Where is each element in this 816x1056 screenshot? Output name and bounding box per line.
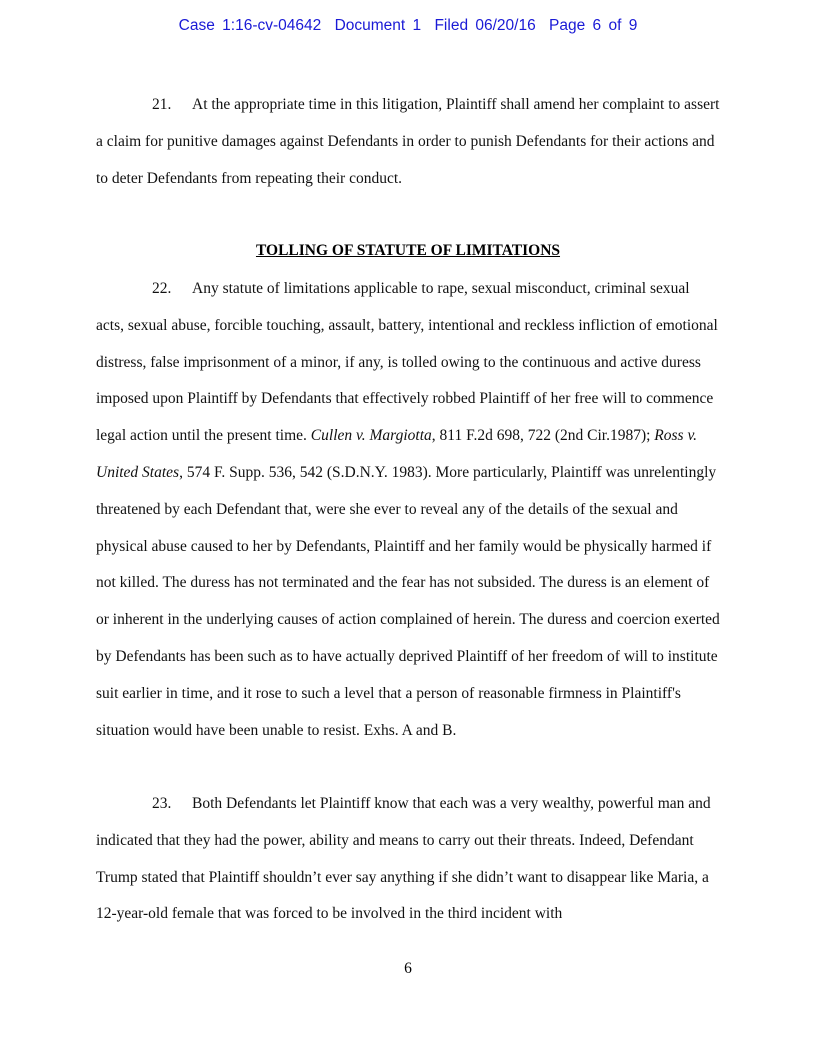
paragraph-21-body (96, 87, 721, 197)
document-number: Document 1 (334, 17, 422, 34)
paragraph-23 (96, 786, 721, 933)
case-citation: Cullen v. Margiotta (310, 427, 432, 445)
case-citation: Ross v. United States (96, 427, 698, 481)
section-heading: TOLLING OF STATUTE OF LIMITATIONS (255, 242, 561, 259)
paragraph-number: 23. (152, 795, 172, 812)
paragraph-text: Both Defendants let Plaintiff know that each was a very wealthy, powerful man and indicated that they had the power, ability and means to carry out their threats. Indeed, Defendant Trump stated that Plaintiff shouldn’t ever say anything if she didn’t want to disappear like Maria, a 12-year-old female that was forced to be involved in the third incident with (96, 795, 711, 923)
paragraph-number: 22. (152, 280, 172, 297)
case-number: Case 1:16-cv-04642 (178, 17, 322, 34)
paragraph-text: Any statute of limitations applicable to rape, sexual misconduct, criminal sexual acts, sexual abuse, forcible touching, assault, battery, intentional and reckless infliction of emotional distress, false imprisonment of a minor, if any, is tolled owing to the continuous and active duress imposed upon Plaintiff by Defendants that effectively robbed Plaintiff of her free will to commence legal action until the present time. (96, 280, 718, 445)
paragraph-22 (96, 271, 721, 749)
filed-date: Filed 06/20/16 (434, 17, 536, 34)
case-header (0, 17, 816, 35)
paragraph-number: 21. (152, 96, 172, 113)
paragraph-text: At the appropriate time in this litigation, Plaintiff shall amend her complaint to assert a claim for punitive damages against Defendants in order to punish Defendants for their actions and to deter Defendants from repeating their conduct. (96, 96, 720, 187)
paragraph-text: , 574 F. Supp. 536, 542 (S.D.N.Y. 1983). More particularly, Plaintiff was unrelentingly threatened by each Defendant that, were she ever to reveal any of the details of the sexual and physical abuse caused to her by Defendants, Plaintiff and her family would be physically harmed if not killed. The duress has not terminated and the fear has not subsided. The duress is an element of or inherent in the underlying causes of action complained of herein. The duress and coercion exerted by Defendants has been such as to have actually deprived Plaintiff of her freedom of will to institute suit earlier in time, and it rose to such a level that a person of reasonable firmness in Plaintiff's situation would have been unable to resist. Exhs. A and B. (96, 463, 720, 739)
page-indicator: Page 6 of 9 (549, 17, 638, 34)
paragraph-text: , 811 F.2d 698, 722 (2nd Cir.1987); (431, 427, 655, 445)
page-number: 6 (404, 960, 412, 977)
